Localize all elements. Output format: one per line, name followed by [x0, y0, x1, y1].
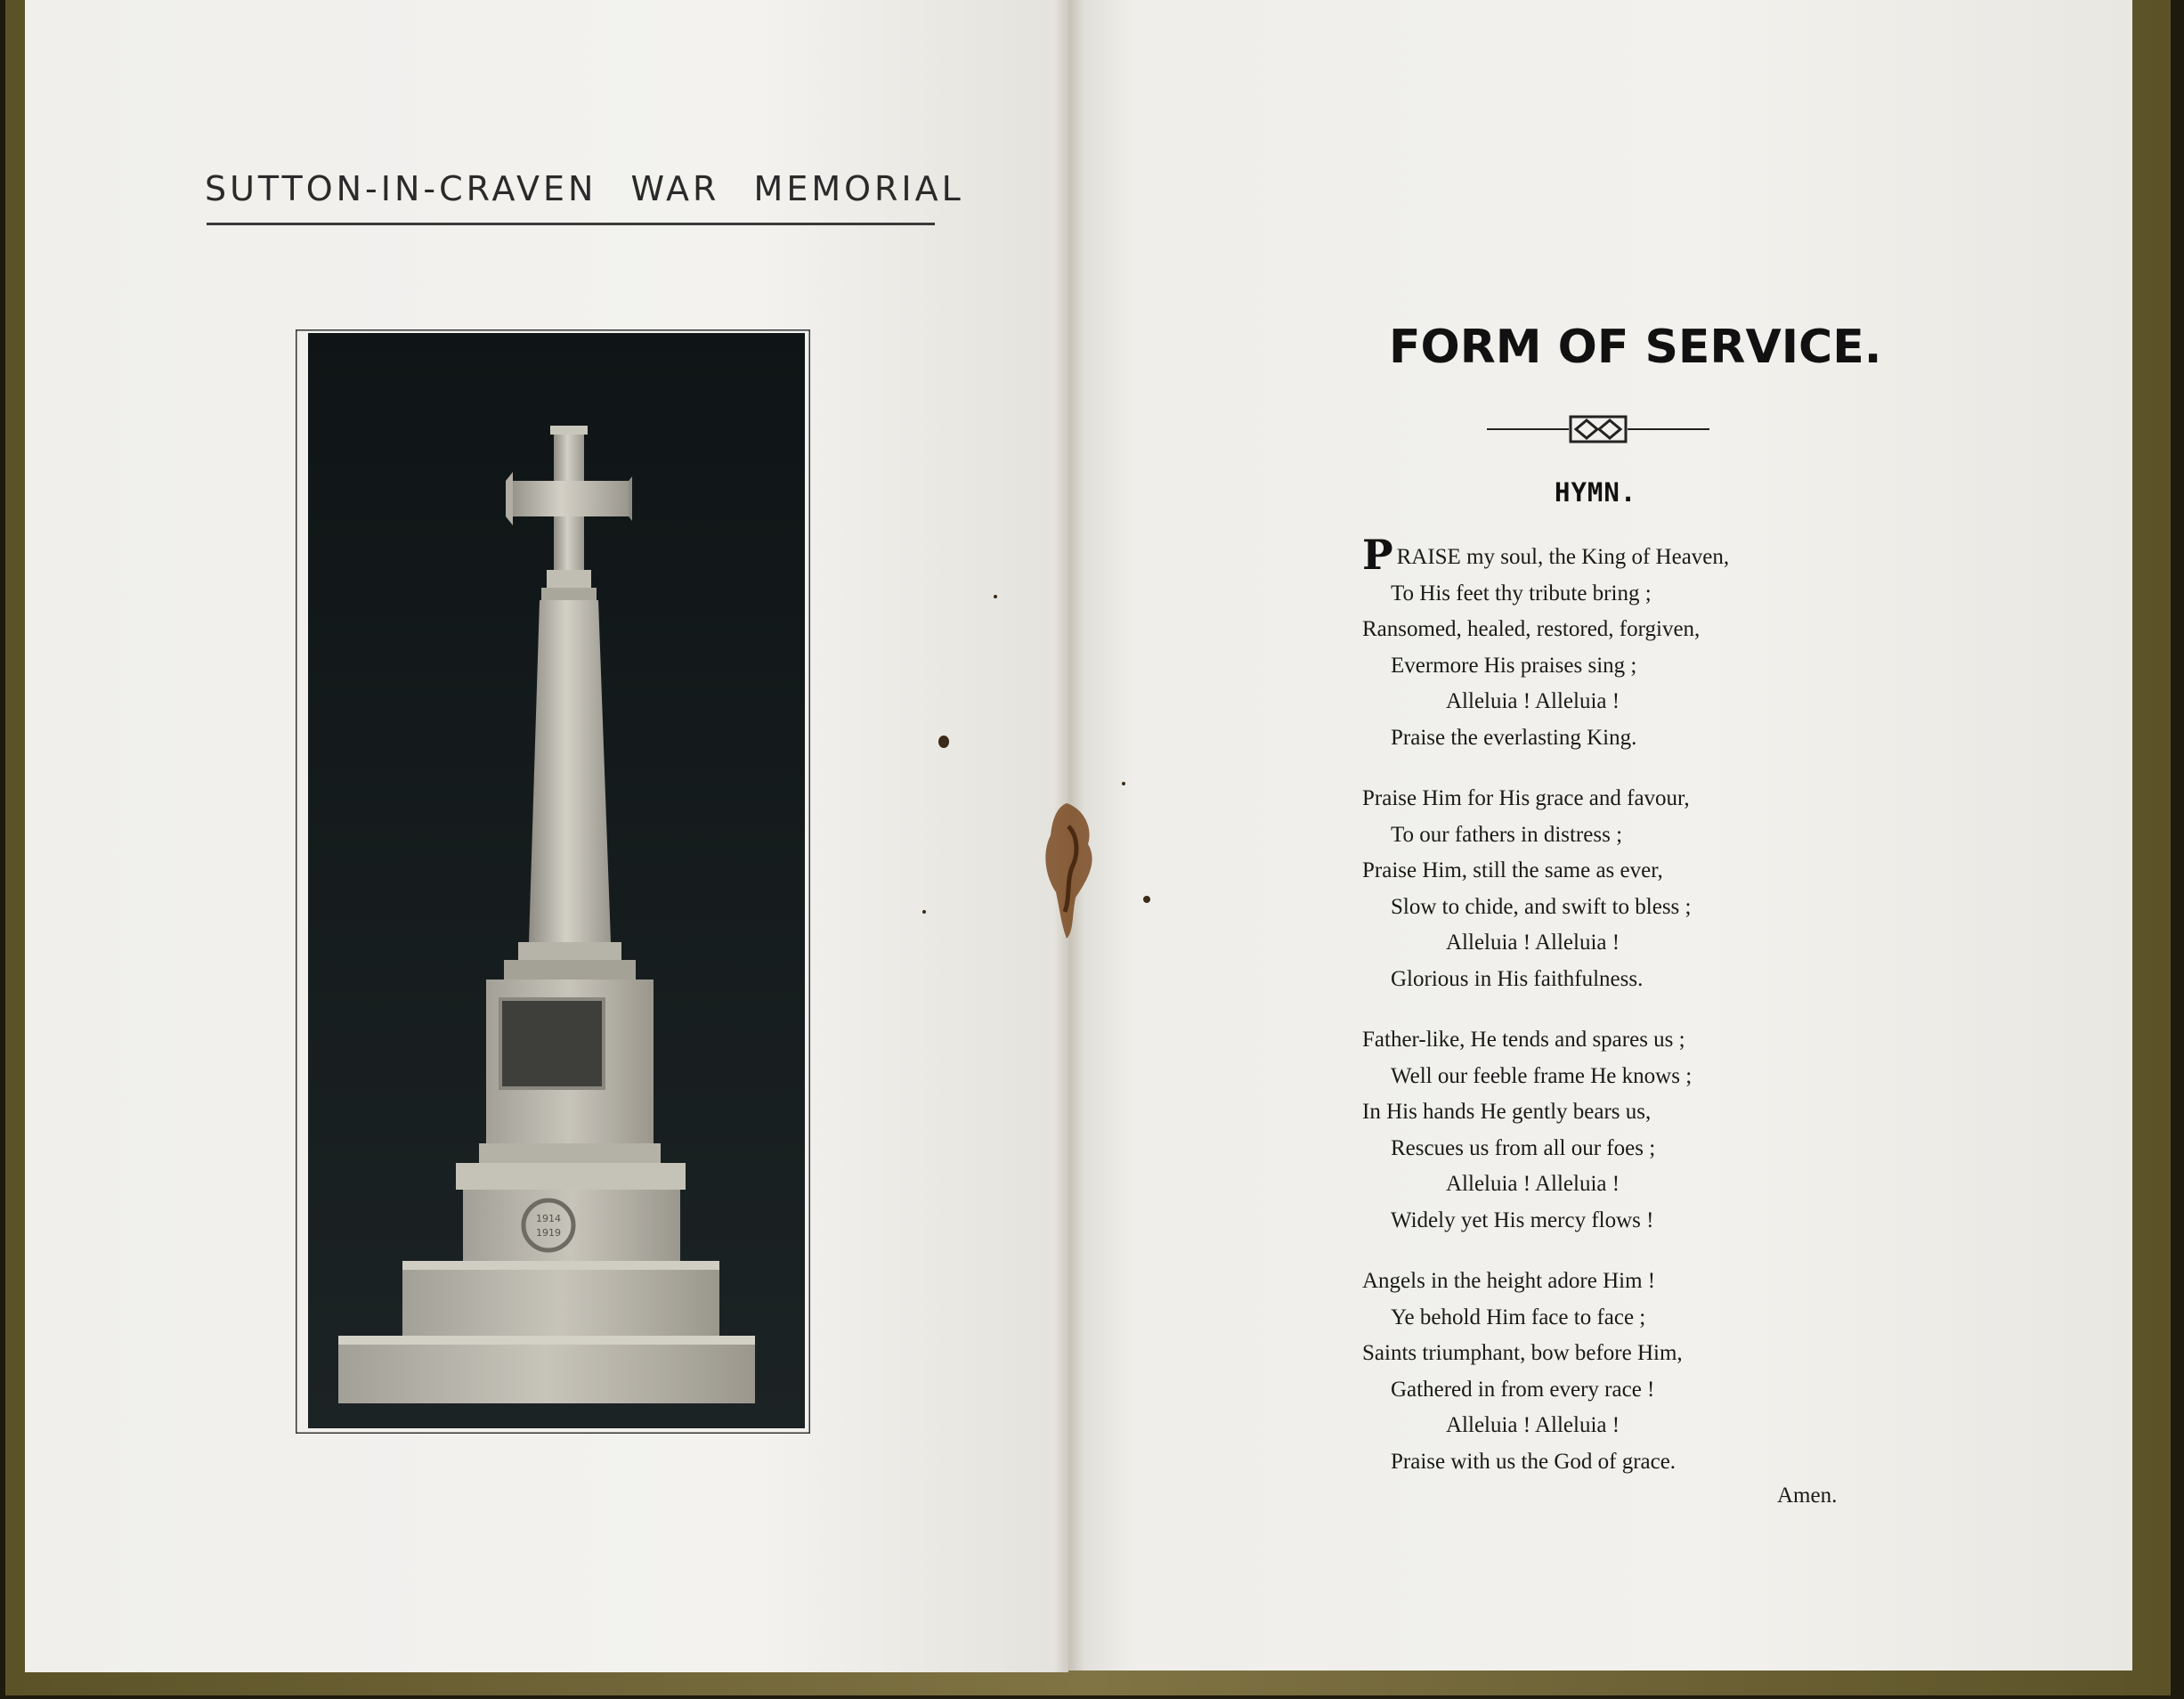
hymn-line: Glorious in His faithfulness. [1391, 966, 1644, 991]
hymn-line: Ransomed, healed, restored, forgiven, [1362, 617, 1701, 641]
hymn-line: To His feet thy tribute bring ; [1391, 581, 1652, 606]
hymn-line: Saints triumphant, bow before Him, [1362, 1341, 1683, 1365]
header-rule [207, 223, 935, 225]
hymn-line: To our fathers in distress ; [1391, 822, 1623, 847]
page-speck [1122, 782, 1125, 785]
memorial-header: SUTTON-IN-CRAVEN WAR MEMORIAL [205, 169, 964, 208]
hymn-line: Alleluia ! Alleluia ! [1446, 1413, 1620, 1437]
hymn-heading: HYMN. [1555, 477, 1637, 508]
binding-stain [1040, 800, 1102, 942]
hymn-line: Evermore His praises sing ; [1391, 653, 1637, 678]
hymn-line: Father-like, He tends and spares us ; [1362, 1028, 1685, 1052]
page-speck [938, 736, 949, 748]
hymn-verse [1362, 531, 1861, 756]
hymn-line: In His hands He gently bears us, [1362, 1100, 1652, 1124]
hymn-verse [1362, 781, 1861, 997]
hymn-line: Ye behold Him face to face ; [1391, 1305, 1646, 1329]
hymn-line: Praise Him, still the same as ever, [1362, 858, 1663, 882]
hymn-line: Well our feeble frame He knows ; [1391, 1063, 1693, 1088]
ornamental-divider-icon [1487, 411, 1709, 447]
hymn-amen: Amen. [1777, 1484, 1838, 1508]
hymn-line: Alleluia ! Alleluia ! [1446, 1172, 1620, 1196]
inscription-plaque [500, 999, 604, 1088]
hymn-line: Slow to chide, and swift to bless ; [1391, 894, 1692, 919]
page-speck [922, 910, 926, 914]
lower-step [338, 1336, 755, 1403]
page-speck [994, 595, 997, 598]
page-speck [1143, 896, 1150, 903]
hymn-line: Widely yet His mercy flows ! [1391, 1207, 1654, 1232]
hymn-line: Gathered in from every race ! [1391, 1377, 1655, 1402]
hymn-text [1362, 531, 1861, 1505]
hymn-line: Alleluia ! Alleluia ! [1446, 689, 1620, 713]
hymn-line: Praise with us the God of grace. [1391, 1449, 1677, 1474]
hymn-verse [1362, 1264, 1861, 1480]
hymn-line: Praise Him for His grace and favour, [1362, 786, 1690, 810]
dropcap-letter: P [1362, 531, 1393, 579]
hymn-line: Praise the everlasting King. [1391, 725, 1637, 750]
upper-step [402, 1261, 719, 1336]
cross-arms [506, 481, 629, 516]
hymn-line: Angels in the height adore Him ! [1362, 1269, 1656, 1293]
wreath-year-start: 1914 [536, 1213, 561, 1224]
hymn-verse [1362, 1022, 1861, 1239]
hymn-line: RAISE my soul, the King of Heaven, [1396, 545, 1730, 569]
hymn-line: Alleluia ! Alleluia ! [1446, 931, 1620, 955]
service-title: FORM OF SERVICE. [1389, 321, 1882, 374]
memorial-shaft [529, 600, 611, 942]
hymn-line: Rescues us from all our foes ; [1391, 1135, 1656, 1160]
memorial-photo [296, 329, 810, 1434]
wreath-year-end: 1919 [536, 1227, 561, 1239]
